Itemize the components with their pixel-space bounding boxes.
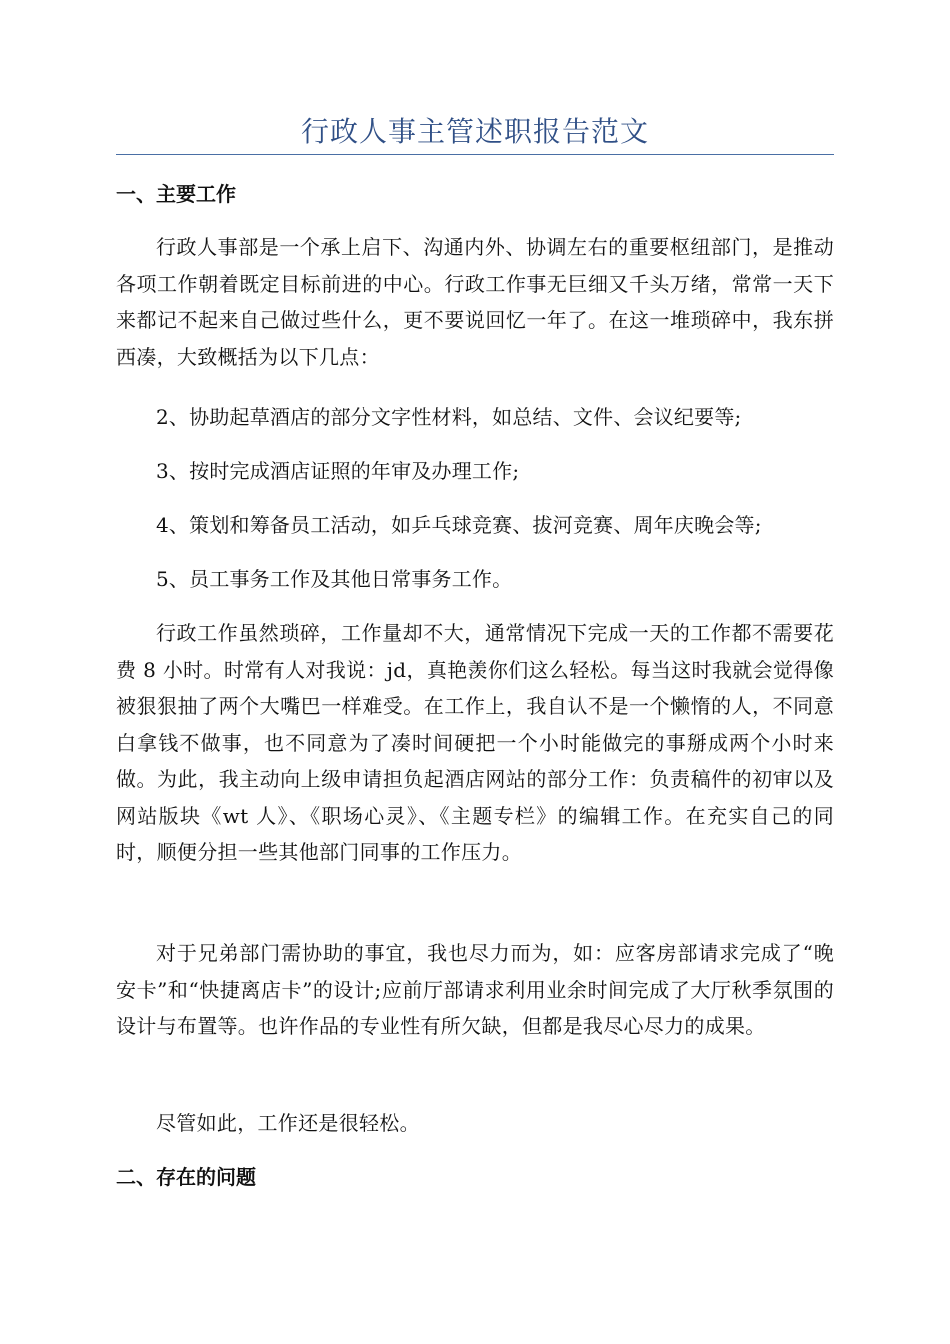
list-item: 5、员工事务工作及其他日常事务工作。 — [156, 567, 513, 591]
list-item: 2、协助起草酒店的部分文字性材料，如总结、文件、会议纪要等; — [156, 405, 742, 429]
support-paragraph: 对于兄弟部门需协助的事宜，我也尽力而为，如：应客房部请求完成了“晚安卡”和“快捷离店卡”的设计;应前厅部请求利用业余时间完成了大厅秋季氛围的设计与布置等。也许作品的专业性有所欠缺，但都是我尽心尽力的成果。 — [116, 941, 834, 1038]
list-item: 4、策划和筹备员工活动，如乒乓球竞赛、拔河竞赛、周年庆晚会等; — [156, 513, 762, 537]
summary-paragraph: 尽管如此，工作还是很轻松。 — [156, 1111, 420, 1135]
list-item: 3、按时完成酒店证照的年审及办理工作; — [156, 459, 520, 483]
intro-paragraph: 行政人事部是一个承上启下、沟通内外、协调左右的重要枢纽部门，是推动各项工作朝着既定目标前进的中心。行政工作事无巨细又千头万绪，常常一天下来都记不起来自己做过些什么，更不要说回忆一年了。在这一堆琐碎中，我东拼西凑，大致概括为以下几点： — [116, 235, 834, 369]
workload-paragraph: 行政工作虽然琐碎，工作量却不大，通常情况下完成一天的工作都不需要花费 8 小时。时常有人对我说：jd，真艳羡你们这么轻松。每当这时我就会觉得像被狠狠抽了两个大嘴巴一样难受。在工作上，我自认不是一个懒惰的人，不同意白拿钱不做事，也不同意为了凑时间硬把一个小时能做完的事掰成两个小时来做。为此，我主动向上级申请担负起酒店网站的部分工作：负责稿件的初审以及网站版块《wt 人》、《职场心灵》、《主题专栏》的编辑工作。在充实自己的同时，顺便分担一些其他部门同事的工作压力。 — [116, 621, 834, 864]
document-title: 行政人事主管述职报告范文 — [300, 115, 649, 148]
title-underline — [116, 154, 834, 155]
section-heading-main-work: 一、主要工作 — [116, 182, 236, 206]
section-heading-problems: 二、存在的问题 — [116, 1165, 256, 1189]
